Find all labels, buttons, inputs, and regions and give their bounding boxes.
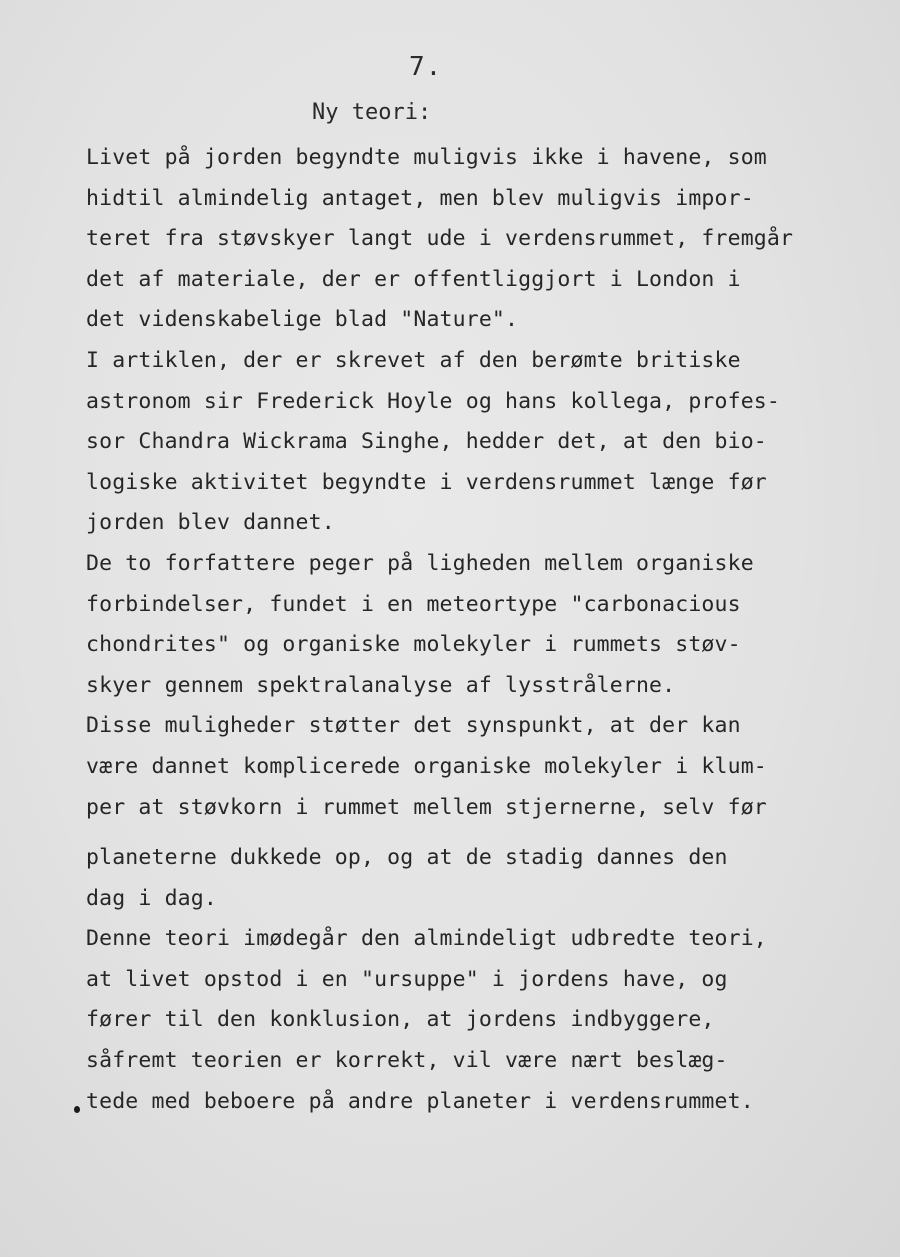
- text-line: det af materiale, der er offentliggjort i London i: [86, 266, 741, 292]
- text-line: chondrites" og organiske molekyler i rummets støv-: [86, 632, 741, 658]
- text-line: forbindelser, fundet i en meteortype "carbonacious: [86, 591, 741, 617]
- text-line: være dannet komplicerede organiske molekyler i klum-: [86, 753, 767, 779]
- text-line: Disse muligheder støtter det synspunkt, at der kan: [86, 713, 741, 739]
- ink-dot-mark: [74, 1106, 80, 1113]
- page-heading: Ny teori:: [312, 100, 432, 125]
- text-line: fører til den konklusion, at jordens indbyggere,: [86, 1007, 715, 1033]
- text-line: tede med beboere på andre planeter i verdensrummet.: [86, 1088, 754, 1114]
- text-line: De to forfattere peger på ligheden mellem organiske: [86, 550, 754, 576]
- text-line: logiske aktivitet begyndte i verdensrummet længe før: [86, 469, 767, 495]
- text-line: per at støvkorn i rummet mellem stjernerne, selv før: [86, 794, 767, 820]
- text-line: hidtil almindelig antaget, men blev muligvis impor-: [86, 185, 754, 211]
- text-line: I artiklen, der er skrevet af den berømte britiske: [86, 347, 741, 373]
- page-number: 7.: [409, 52, 443, 82]
- text-line: Denne teori imødegår den almindeligt udbredte teori,: [86, 926, 767, 952]
- text-line: Livet på jorden begyndte muligvis ikke i havene, som: [86, 145, 767, 170]
- text-line: såfremt teorien er korrekt, vil være nært beslæg-: [86, 1048, 728, 1074]
- text-line: jorden blev dannet.: [86, 510, 335, 536]
- body-text: [86, 138, 876, 1122]
- text-line: astronom sir Frederick Hoyle og hans kollega, profes-: [86, 388, 780, 414]
- text-line: at livet opstod i en "ursuppe" i jordens have, og: [86, 966, 728, 992]
- text-line: planeterne dukkede op, og at de stadig dannes den: [86, 845, 728, 871]
- text-line: teret fra støvskyer langt ude i verdensrummet, fremgår: [86, 226, 794, 252]
- text-line: sor Chandra Wickrama Singhe, hedder det, at den bio-: [86, 429, 767, 455]
- text-line: det videnskabelige blad "Nature".: [86, 307, 519, 333]
- text-line: dag i dag.: [86, 885, 217, 911]
- text-line: skyer gennem spektralanalyse af lysstrålerne.: [86, 672, 676, 698]
